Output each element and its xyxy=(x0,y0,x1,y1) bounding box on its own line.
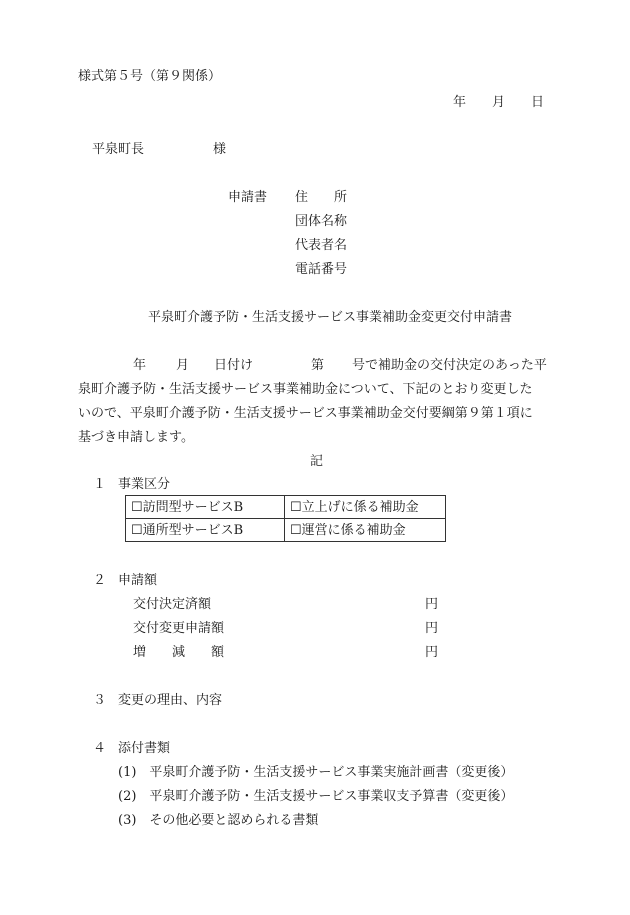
document-title: 平泉町介護予防・生活支援サービス事業補助金変更交付申請書 xyxy=(148,310,513,325)
form-number: 様式第５号（第９関係） xyxy=(78,69,222,84)
attachment-item: (3) その他必要と認められる書類 xyxy=(118,813,319,828)
amount-diff-unit: 円 xyxy=(425,645,439,660)
attachment-item: (1) 平泉町介護予防・生活支援サービス事業実施計画書（変更後） xyxy=(118,765,514,780)
applicant-label: 申請書 xyxy=(228,190,268,205)
section4-title: 添付書類 xyxy=(118,741,171,756)
addressee-name: 平泉町長 xyxy=(92,142,145,157)
amount-decided-unit: 円 xyxy=(425,597,439,612)
type-day-service-b[interactable]: ☐通所型サービスB xyxy=(126,519,285,542)
section4-number: ４ xyxy=(93,741,107,756)
table-row xyxy=(126,519,446,542)
section2-number: ２ xyxy=(93,573,107,588)
body-line3: いので、平泉町介護予防・生活支援サービス事業補助金交付要綱第９第１項に xyxy=(78,406,533,421)
attachment-item: (2) 平泉町介護予防・生活支援サービス事業収支予算書（変更後） xyxy=(118,789,514,804)
date-year: 年 xyxy=(453,95,467,110)
body-no: 第 xyxy=(311,358,325,373)
applicant-field-rep: 代表者名 xyxy=(295,238,348,253)
type-operation-subsidy[interactable]: ☐運営に係る補助金 xyxy=(285,519,446,542)
section2-title: 申請額 xyxy=(118,573,158,588)
amount-diff-label: 増 減 額 xyxy=(133,645,225,660)
amount-decided-label: 交付決定済額 xyxy=(133,597,212,612)
amount-change-label: 交付変更申請額 xyxy=(133,621,225,636)
body-date-suffix: 日付け xyxy=(214,358,254,373)
ki-heading: 記 xyxy=(310,454,324,469)
body-line2: 泉町介護予防・生活支援サービス事業補助金について、下記のとおり変更した xyxy=(78,382,533,397)
applicant-field-phone: 電話番号 xyxy=(295,262,348,277)
body-month: 月 xyxy=(176,358,190,373)
table-row xyxy=(126,496,446,519)
body-line4: 基づき申請します。 xyxy=(78,430,194,445)
amount-change-unit: 円 xyxy=(425,621,439,636)
body-line1-rest: 号で補助金の交付決定のあった平 xyxy=(352,358,547,373)
date-month: 月 xyxy=(492,95,506,110)
section3-title: 変更の理由、内容 xyxy=(118,693,223,708)
date-line xyxy=(453,96,544,109)
section1-title: 事業区分 xyxy=(118,477,171,492)
body-year: 年 xyxy=(133,358,147,373)
section3-number: ３ xyxy=(93,693,107,708)
type-startup-subsidy[interactable]: ☐立上げに係る補助金 xyxy=(285,496,446,519)
type-home-visit-b[interactable]: ☐訪問型サービスB xyxy=(126,496,285,519)
applicant-field-address: 住 所 xyxy=(295,190,348,205)
section1-number: １ xyxy=(93,477,107,492)
date-day: 日 xyxy=(531,95,545,110)
business-type-table xyxy=(125,495,446,542)
applicant-field-org: 団体名称 xyxy=(295,214,348,229)
addressee-honorific: 様 xyxy=(213,142,227,157)
